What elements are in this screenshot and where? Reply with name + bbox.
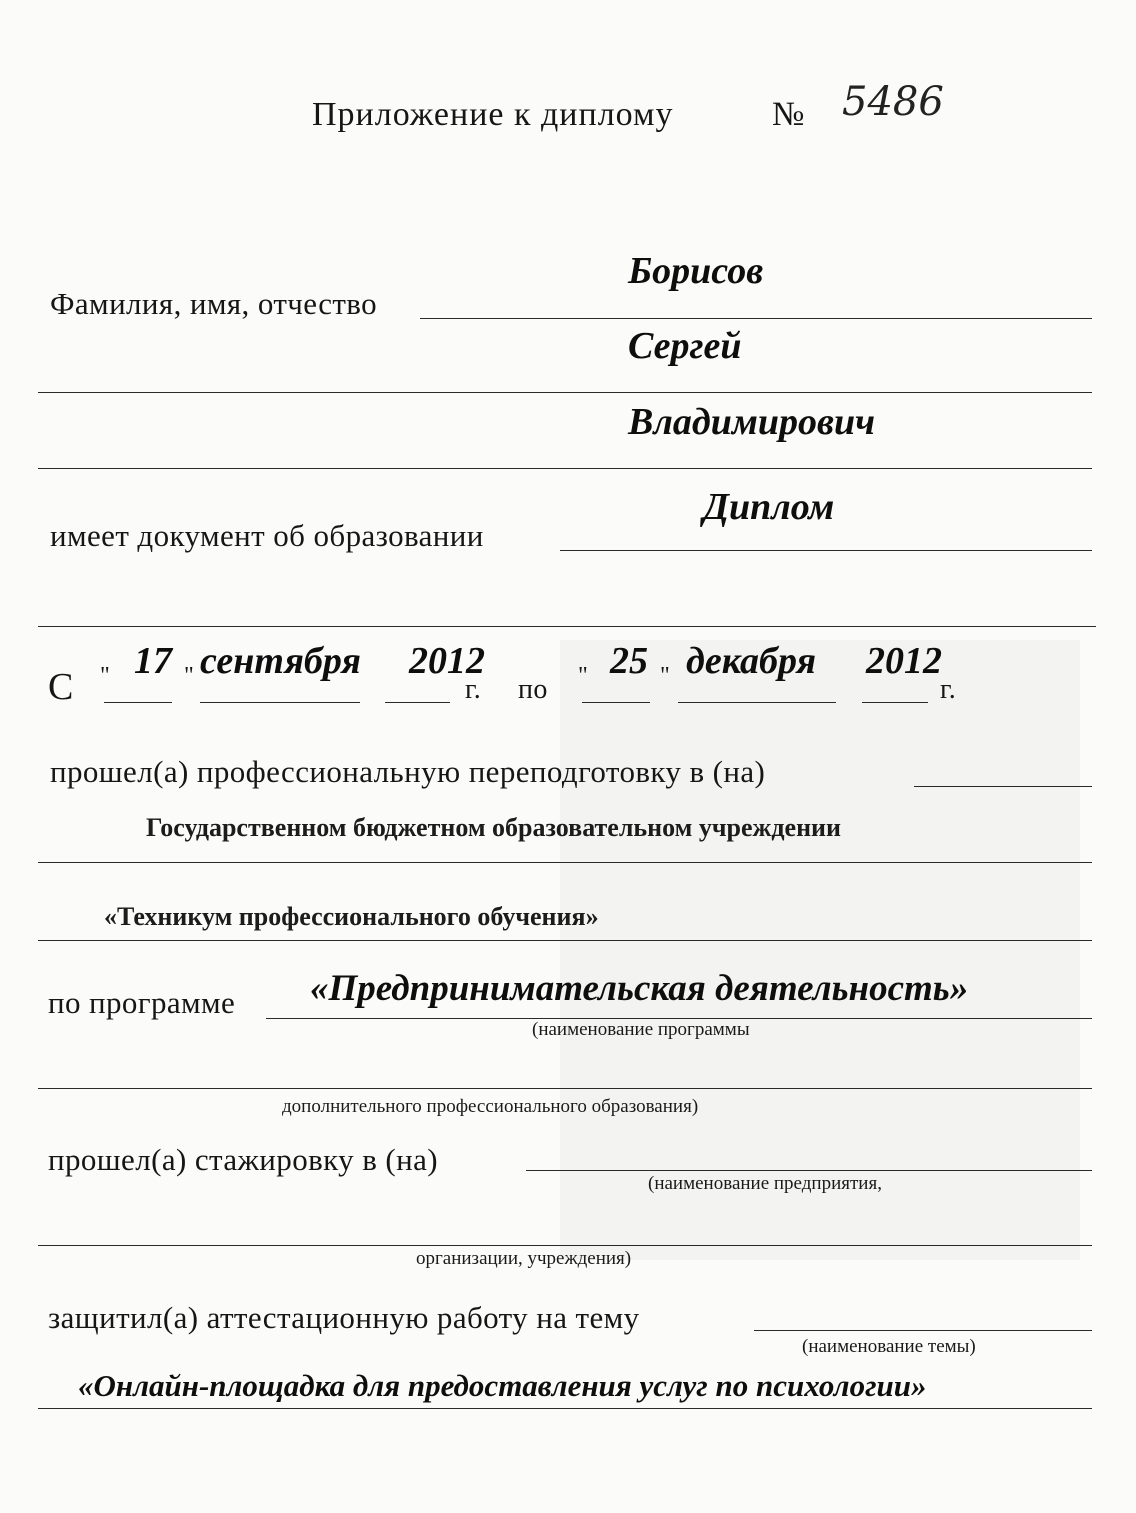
- period-from-quote-close: ": [184, 663, 195, 689]
- fio-label: Фамилия, имя, отчество: [50, 286, 378, 321]
- surname-value: Борисов: [628, 250, 764, 292]
- period-from-quote-open: ": [100, 663, 111, 689]
- internship-hint-2: организации, учреждения): [416, 1248, 632, 1269]
- year-suffix-1: г.: [465, 674, 482, 705]
- program-underline-2: [38, 1088, 1092, 1089]
- retraining-label: прошел(а) профессиональную переподготовку в (на): [50, 754, 766, 789]
- year-suffix-2: г.: [940, 674, 957, 705]
- diploma-number: 5486: [842, 79, 944, 125]
- period-from-month: сентября: [200, 640, 361, 682]
- period-to-year: 2012: [866, 640, 942, 682]
- education-doc-label: имеет документ об образовании: [50, 518, 484, 553]
- attestation-label: защитил(а) аттестационную работу на тему: [48, 1300, 640, 1335]
- period-to-prefix: по: [518, 674, 548, 705]
- internship-label: прошел(а) стажировку в (на): [48, 1142, 438, 1177]
- patronymic-value: Владимирович: [628, 401, 876, 443]
- attestation-hint: (наименование темы): [802, 1336, 976, 1357]
- from-month-underline: [200, 702, 360, 703]
- education-doc-underline: [560, 550, 1092, 551]
- to-day-underline: [582, 702, 650, 703]
- from-year-underline: [385, 702, 450, 703]
- number-sign: №: [772, 96, 805, 133]
- patronymic-underline: [38, 468, 1092, 469]
- education-doc-value: Диплом: [703, 486, 835, 528]
- program-hint-2: дополнительного профессионального образования): [282, 1096, 699, 1117]
- retraining-underline: [914, 786, 1092, 787]
- page-title: Приложение к диплому: [312, 96, 674, 133]
- period-to-quote-open: ": [578, 663, 589, 689]
- program-label: по программе: [48, 985, 236, 1020]
- surname-underline: [420, 318, 1092, 319]
- institution-line-2: «Техникум профессионального обучения»: [104, 902, 599, 931]
- period-to-day: 25: [610, 640, 648, 682]
- name-underline: [38, 392, 1092, 393]
- name-value: Сергей: [628, 325, 742, 367]
- period-from-prefix: С: [48, 666, 74, 708]
- institution-line-1: Государственном бюджетном образовательном учреждении: [146, 813, 842, 842]
- period-from-day: 17: [134, 640, 172, 682]
- internship-hint-1: (наименование предприятия,: [648, 1173, 882, 1194]
- period-to-month: декабря: [686, 640, 817, 682]
- attestation-topic-underline: [38, 1408, 1092, 1409]
- internship-underline: [526, 1170, 1092, 1171]
- to-year-underline: [862, 702, 928, 703]
- program-value: «Предпринимательская деятельность»: [310, 968, 969, 1009]
- to-month-underline: [678, 702, 836, 703]
- attestation-topic-value: «Онлайн-площадка для предоставления услуг по психологии»: [78, 1368, 927, 1403]
- from-day-underline: [104, 702, 172, 703]
- internship-underline-2: [38, 1245, 1092, 1246]
- institution-underline-1: [38, 862, 1092, 863]
- attestation-underline: [754, 1330, 1092, 1331]
- program-hint-1: (наименование программы: [532, 1019, 750, 1040]
- education-doc-underline-2: [38, 626, 1096, 627]
- background-shading: [560, 640, 1080, 1260]
- period-from-year: 2012: [409, 640, 485, 682]
- institution-underline-2: [38, 940, 1092, 941]
- period-to-quote-close: ": [660, 663, 671, 689]
